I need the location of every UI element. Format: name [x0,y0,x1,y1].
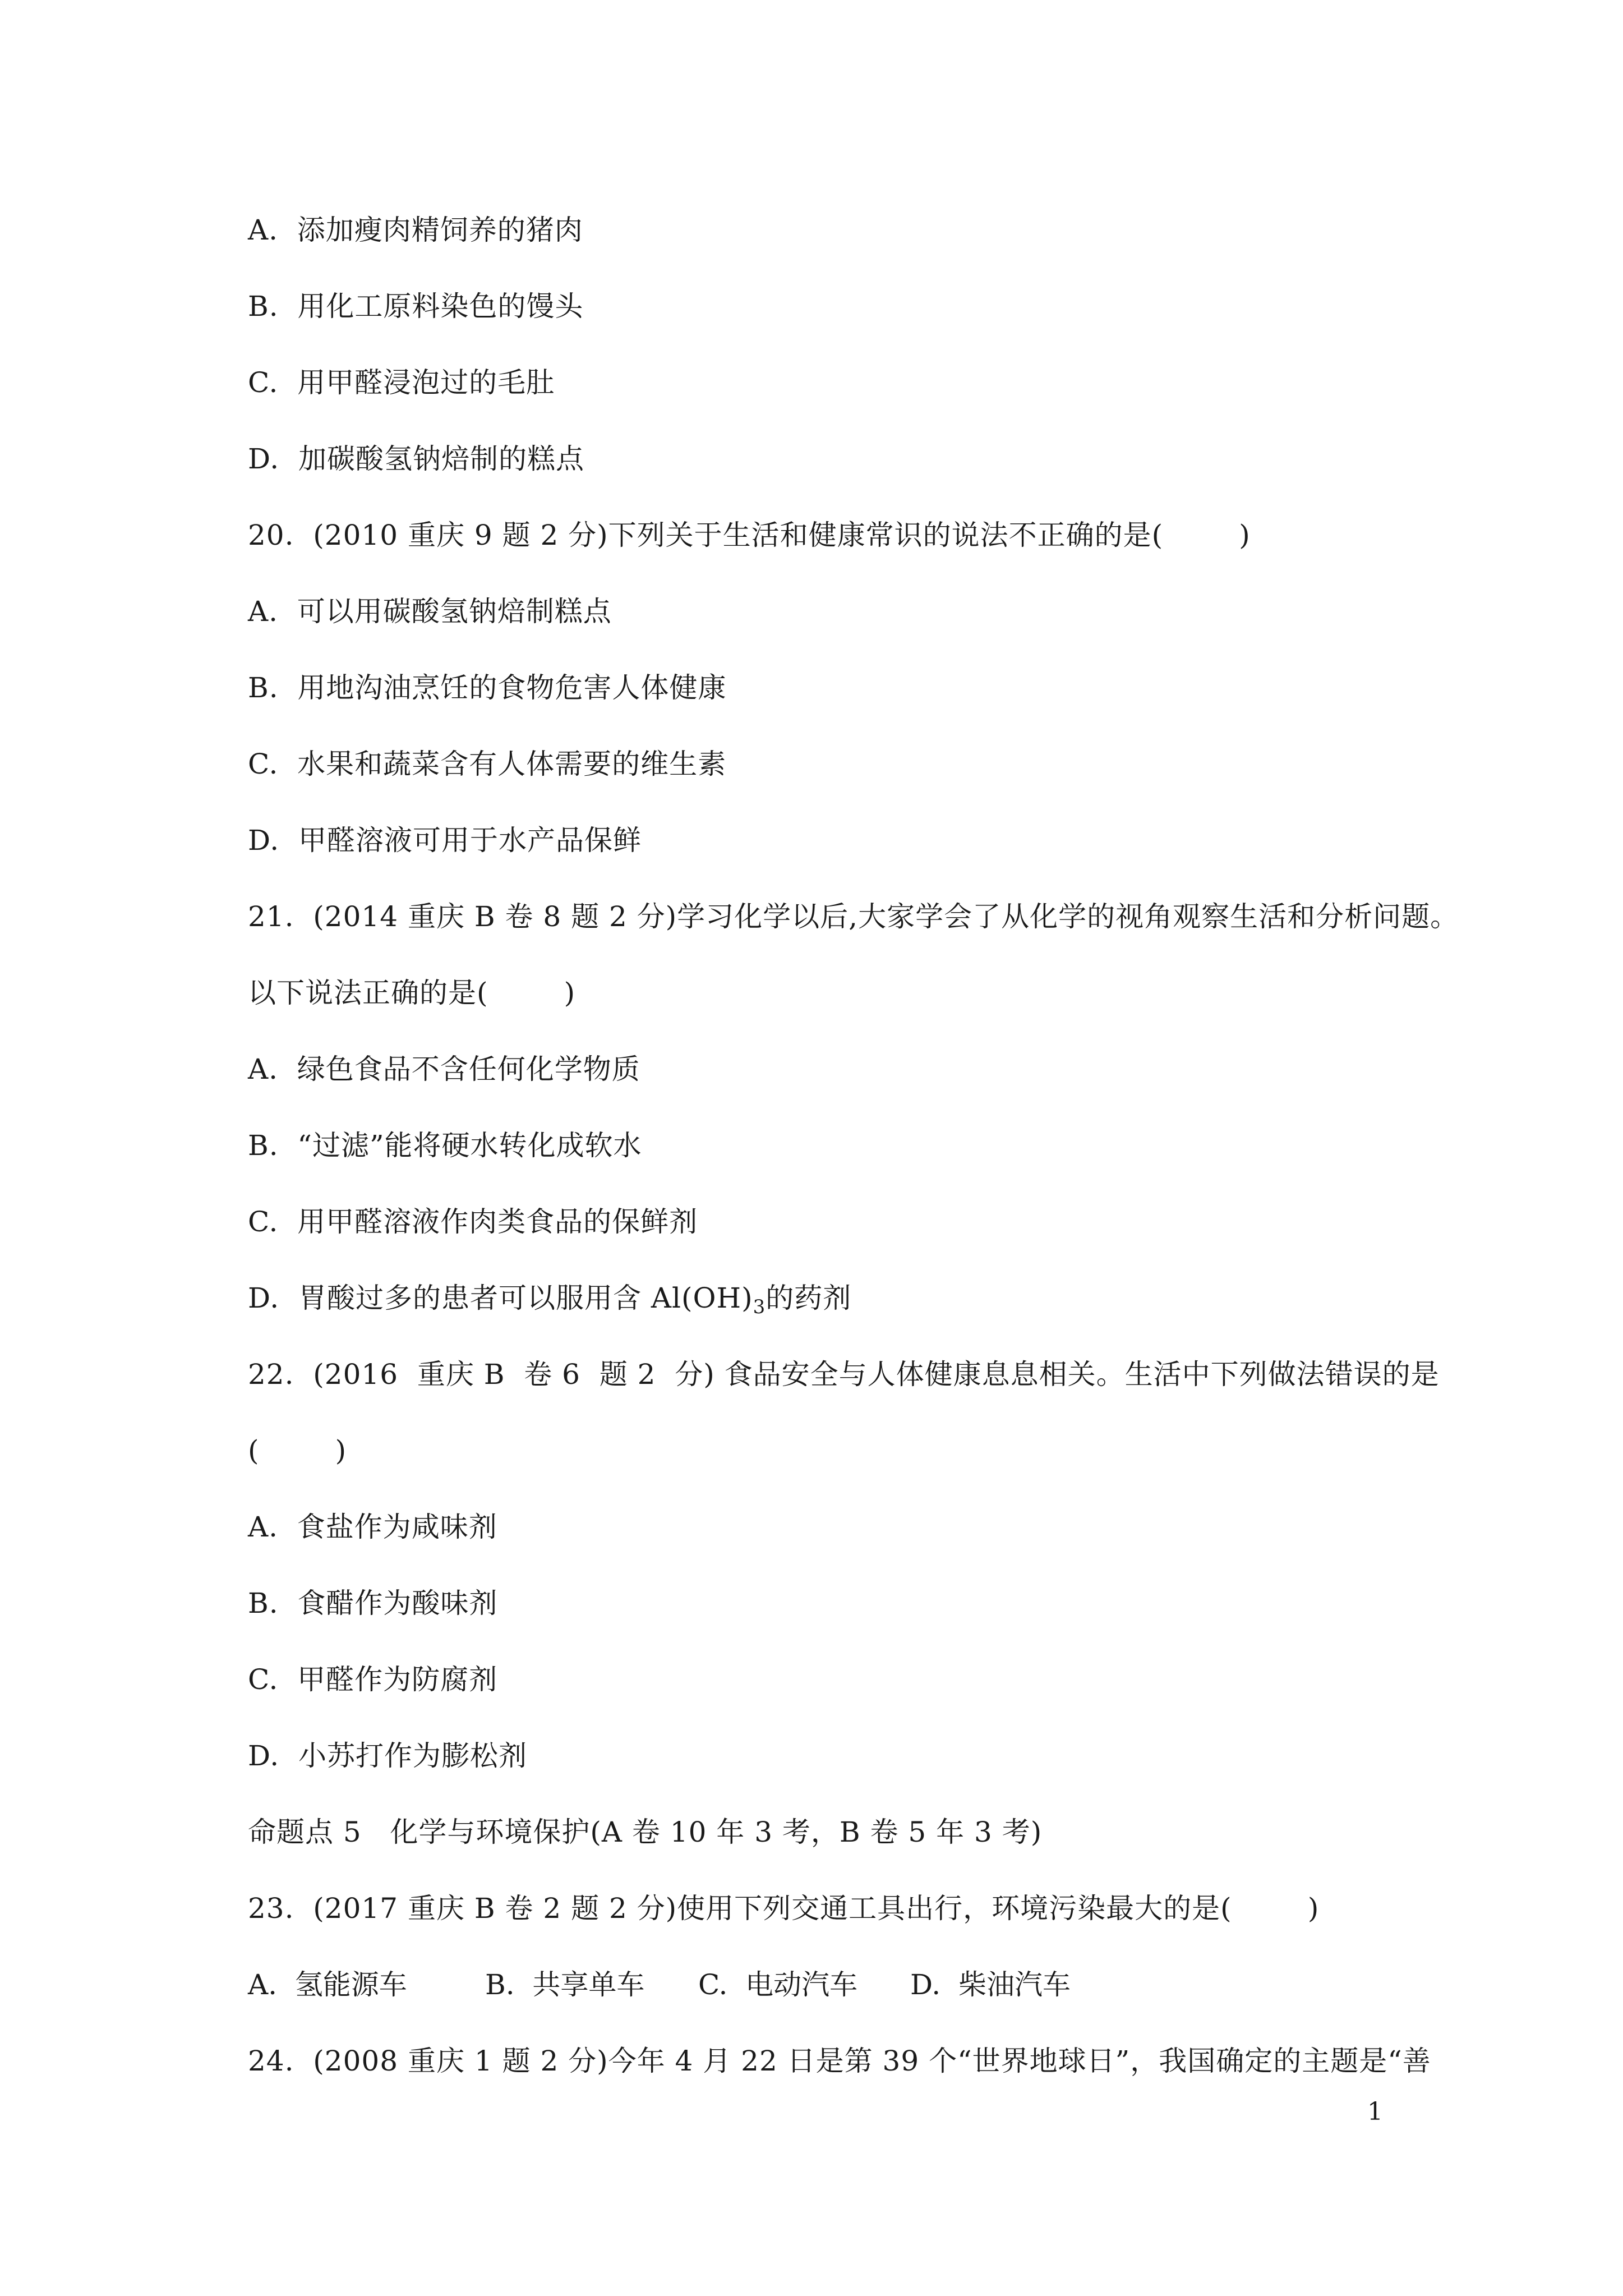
question-22-line1: 22. (2016 重庆 B 卷 6 题 2 分) 食品安全与人体健康息息相关。生活中下列做法错误的是 [248,1358,1440,1391]
q22-option-c: C. 甲醛作为防腐剂 [248,1663,498,1696]
q20-option-c: C. 水果和蔬菜含有人体需要的维生素 [248,748,727,780]
q23-options-row [248,1968,1071,2001]
q19-option-c: C. 用甲醛浸泡过的毛肚 [248,366,555,399]
q23-option-d: D. 柴油汽车 [910,1968,1071,2001]
q21-option-d [248,1281,851,1324]
q21-option-b: B. “过滤”能将硬水转化成软水 [248,1129,642,1162]
section-heading-5: 命题点 5 化学与环境保护(A 卷 10 年 3 考，B 卷 5 年 3 考) [248,1816,1043,1848]
question-23: 23. (2017 重庆 B 卷 2 题 2 分)使用下列交通工具出行，环境污染最大的是( ) [248,1892,1320,1925]
q23-option-c: C. 电动汽车 [698,1968,858,2001]
question-20: 20. (2010 重庆 9 题 2 分)下列关于生活和健康常识的说法不正确的是( ) [248,519,1251,551]
q21-option-d-text: D. 胃酸过多的患者可以服用含 Al(OH) [248,1282,753,1314]
q20-option-a: A. 可以用碳酸氢钠焙制糕点 [248,595,612,628]
question-21-line2: 以下说法正确的是( ) [248,977,576,1009]
q23-option-b: B. 共享单车 [485,1968,645,2001]
page-number: 1 [1367,2097,1383,2126]
question-21-line1: 21. (2014 重庆 B 卷 8 题 2 分)学习化学以后,大家学会了从化学的视角观察生活和分析问题。 [248,900,1459,933]
q20-option-d: D. 甲醛溶液可用于水产品保鲜 [248,824,642,857]
question-22-line2: ( ) [248,1434,347,1467]
question-24: 24. (2008 重庆 1 题 2 分)今年 4 月 22 日是第 39 个“世界地球日”，我国确定的主题是“善 [248,2045,1431,2077]
q23-option-a: A. 氢能源车 [248,1968,407,2001]
q19-option-a: A. 添加瘦肉精饲养的猪肉 [248,214,583,246]
q22-option-b: B. 食醋作为酸味剂 [248,1587,498,1619]
q21-option-d-subscript: 3 [753,1296,766,1318]
q19-option-d: D. 加碳酸氢钠焙制的糕点 [248,443,584,475]
q21-option-c: C. 用甲醛溶液作肉类食品的保鲜剂 [248,1205,698,1238]
q21-option-a: A. 绿色食品不含任何化学物质 [248,1053,640,1085]
q20-option-b: B. 用地沟油烹饪的食物危害人体健康 [248,671,727,704]
q21-option-d-tail: 的药剂 [766,1282,852,1314]
q19-option-b: B. 用化工原料染色的馒头 [248,290,584,323]
q22-option-a: A. 食盐作为咸味剂 [248,1511,497,1543]
q22-option-d: D. 小苏打作为膨松剂 [248,1740,527,1772]
